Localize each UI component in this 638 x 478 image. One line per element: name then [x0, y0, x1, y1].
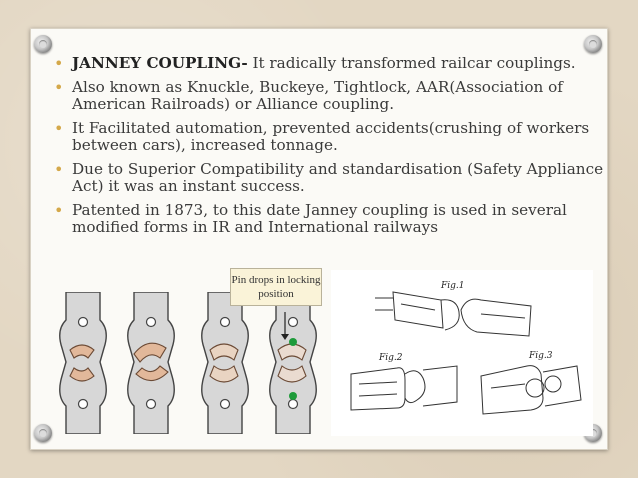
bullet-item — [54, 202, 614, 236]
coupler-stage-3 — [202, 292, 249, 434]
coupler-stage-2 — [128, 292, 175, 434]
coupler-stage-1 — [60, 292, 107, 434]
patent-fig-1 — [375, 292, 531, 336]
bullet-item — [54, 79, 614, 113]
pushpin-icon — [34, 35, 52, 53]
bullet-text: Due to Superior Compatibility and standardisation (Safety Appliance Act) it was an instant success. — [72, 160, 604, 195]
patent-fig-2-label: Fig.2 — [379, 353, 403, 363]
bullet-item — [54, 120, 614, 154]
bullet-item — [54, 55, 614, 72]
patent-drawing — [331, 270, 593, 436]
pushpin-icon — [34, 424, 52, 442]
bullet-text: Patented in 1873, to this date Janney coupling is used in several modified forms in IR and International railways — [72, 201, 567, 236]
patent-fig-1-label: Fig.1 — [441, 281, 465, 291]
coupler-stage-4 — [270, 292, 317, 434]
bullet-text: It radically transformed railcar couplings. — [247, 54, 576, 72]
locking-pin-icon — [289, 392, 297, 400]
patent-fig-2 — [351, 366, 457, 410]
patent-fig-3-label: Fig.3 — [529, 351, 553, 361]
bullet-text: It Facilitated automation, prevented accidents(crushing of workers between cars), increased tonnage. — [72, 119, 590, 154]
bullet-bold-text: JANNEY COUPLING- — [72, 54, 248, 72]
callout-label: Pin drops in locking position — [230, 268, 322, 306]
pushpin-icon — [584, 35, 602, 53]
patent-fig-3 — [481, 366, 581, 414]
locking-pin-icon — [289, 338, 297, 346]
bullet-text: Also known as Knuckle, Buckeye, Tightlock, AAR(Association of American Railroads) or Alliance coupling. — [72, 78, 563, 113]
coupler-stages-illustration — [52, 292, 322, 434]
bullet-list — [54, 55, 614, 243]
bullet-item — [54, 161, 614, 195]
